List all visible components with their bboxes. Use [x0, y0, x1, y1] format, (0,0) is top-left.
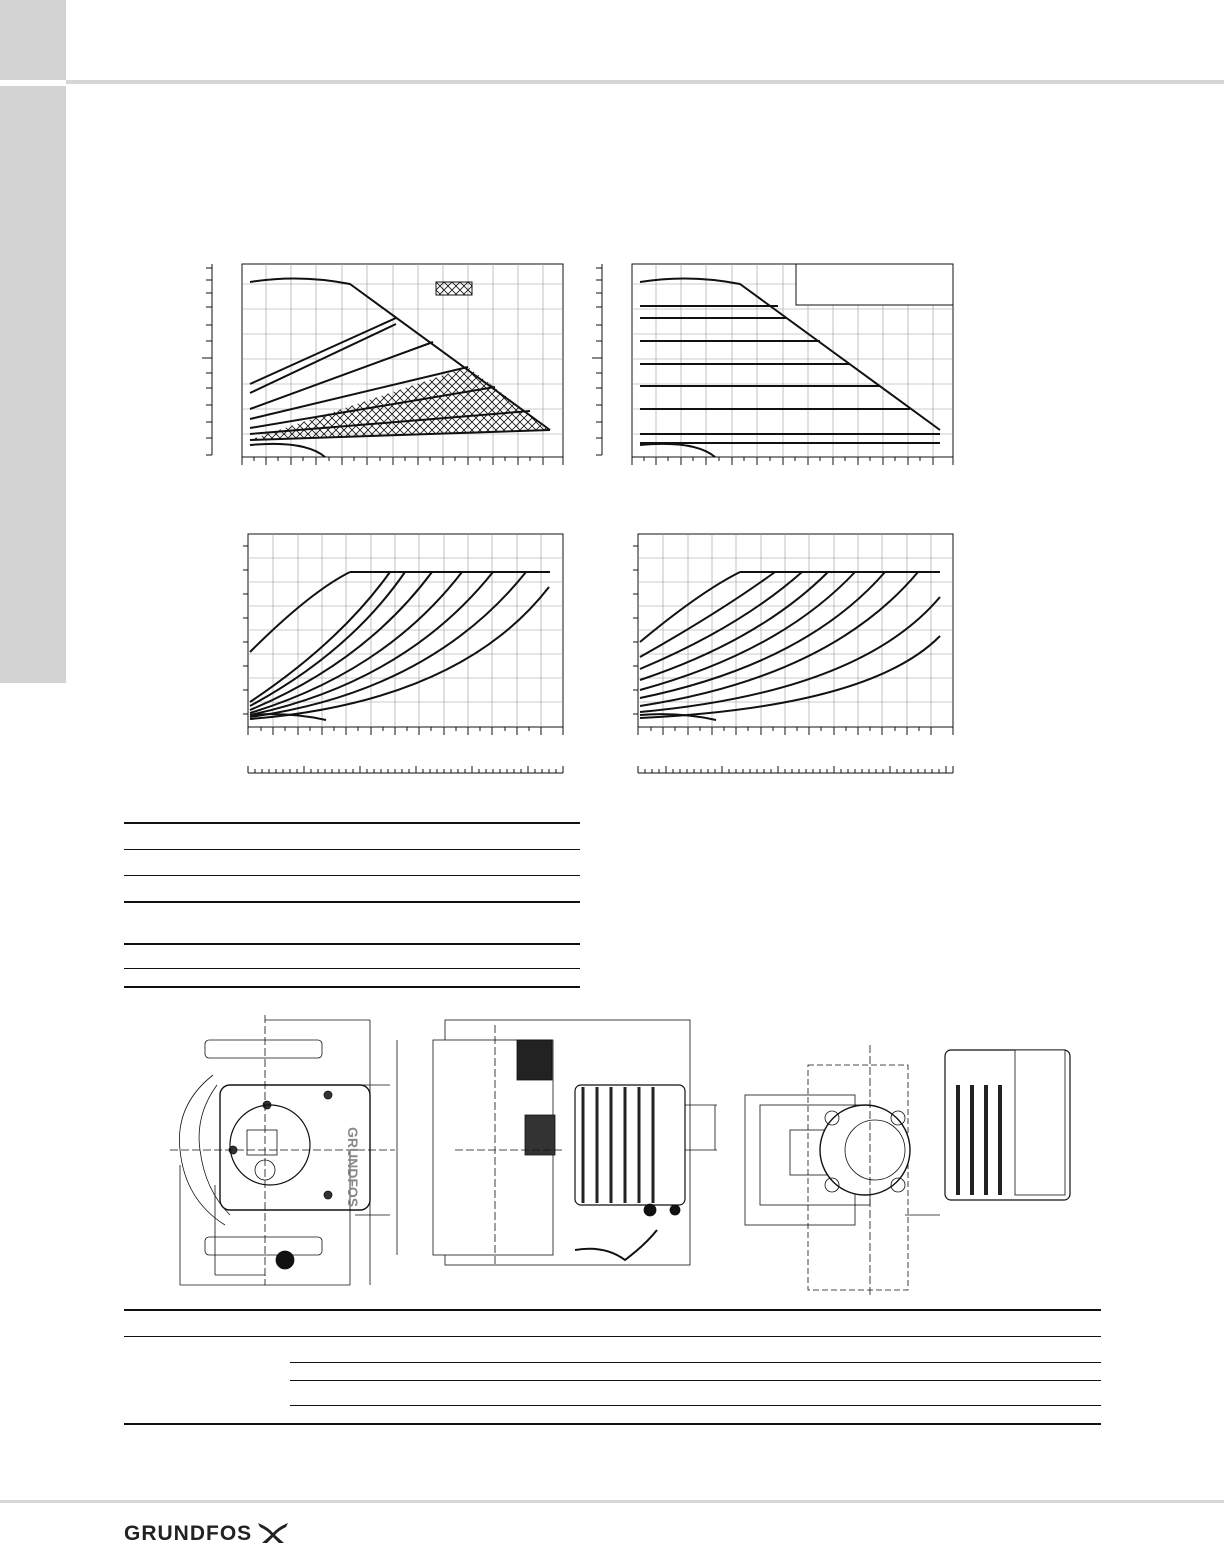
pump-flange-view	[740, 1045, 1080, 1305]
footer-rule	[0, 1500, 1224, 1503]
grundfos-logo	[124, 1518, 290, 1550]
table-rule-top	[124, 1309, 1101, 1311]
head-curve-graph-constant	[590, 262, 960, 467]
table-rule	[124, 875, 580, 876]
secondary-axis	[248, 766, 563, 773]
table-rule-bottom	[124, 986, 580, 988]
pump-front-view	[165, 1015, 405, 1295]
legend-box	[796, 264, 953, 305]
legend-hatch-swatch	[436, 282, 472, 295]
table-rule-bottom	[124, 1423, 1101, 1425]
table-rule-top	[124, 822, 580, 824]
logo-text: GRUNDFOS	[124, 1522, 253, 1545]
nameplate-brand-text: GRUNDFOS	[345, 1127, 361, 1208]
table-rule	[124, 901, 580, 903]
table-rule	[290, 1405, 1101, 1406]
head-curve-graph-proportional	[200, 262, 570, 467]
side-tab	[0, 86, 66, 683]
table-rule	[124, 849, 580, 850]
side-tab-top	[0, 0, 66, 80]
table-rule	[290, 1362, 1101, 1363]
x-ticks	[242, 457, 563, 465]
pump-side-section-view	[425, 1015, 725, 1280]
header-rule	[66, 80, 1224, 84]
power-curve-graph-proportional	[200, 532, 570, 782]
power-curve-graph-constant	[590, 532, 960, 782]
table-rule	[124, 1336, 1101, 1337]
table-rule	[124, 943, 580, 945]
grundfos-x-icon	[256, 1519, 290, 1550]
table-rule	[124, 968, 580, 969]
table-rule	[290, 1380, 1101, 1381]
axis-ticks	[202, 264, 212, 455]
